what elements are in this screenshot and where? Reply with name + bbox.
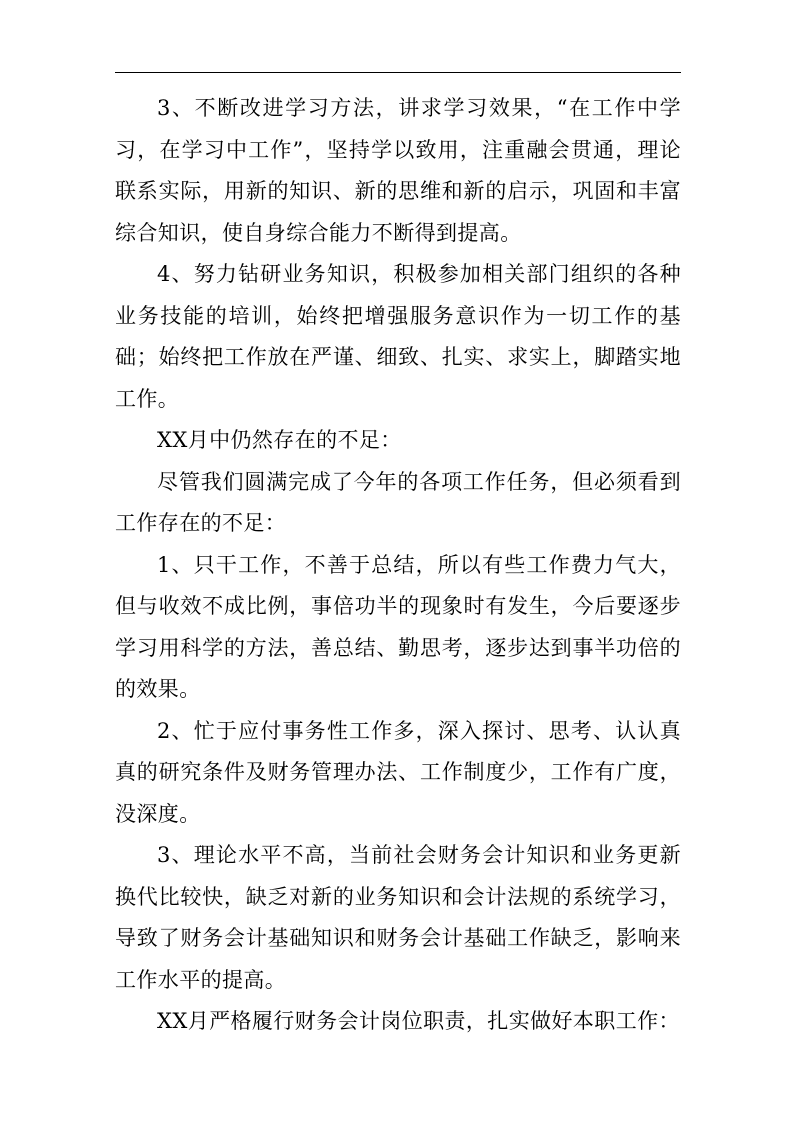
paragraph-item-3-study-method: 3、不断改进学习方法，讲求学习效果，“在工作中学习，在学习中工作”，坚持学以致用，注重融会贯通，理论联系实际，用新的知识、新的思维和新的启示，巩固和丰富综合知识，使自身综合能力不断得到提高。 (115, 96, 681, 245)
paragraph-shortcomings-intro: 尽管我们圆满完成了今年的各项工作任务，但必须看到工作存在的不足： (115, 469, 681, 535)
paragraph-item-4-business-knowledge: 4、努力钻研业务知识，积极参加相关部门组织的各种业务技能的培训，始终把增强服务意识作为一切工作的基础；始终把工作放在严谨、细致、扎实、求实上，脚踏实地工作。 (115, 262, 681, 411)
section-heading-duties: XX月严格履行财务会计岗位职责，扎实做好本职工作： (157, 1009, 680, 1033)
paragraph-shortcoming-1: 1、只干工作，不善于总结，所以有些工作费力气大，但与收效不成比例，事倍功半的现象时有发生，今后要逐步学习用科学的方法，善总结、勤思考，逐步达到事半功倍的的效果。 (115, 552, 681, 701)
paragraph-shortcoming-2: 2、忙于应付事务性工作多，深入探讨、思考、认认真真的研究条件及财务管理办法、工作制度少，工作有广度，没深度。 (115, 718, 681, 826)
document-body (115, 88, 681, 1043)
header-rule (115, 72, 681, 73)
section-heading-shortcomings: XX月中仍然存在的不足： (157, 428, 402, 452)
paragraph-shortcoming-3: 3、理论水平不高，当前社会财务会计知识和业务更新换代比较快，缺乏对新的业务知识和会计法规的系统学习，导致了财务会计基础知识和财务会计基础工作缺乏，影响来工作水平的提高。 (115, 843, 681, 992)
